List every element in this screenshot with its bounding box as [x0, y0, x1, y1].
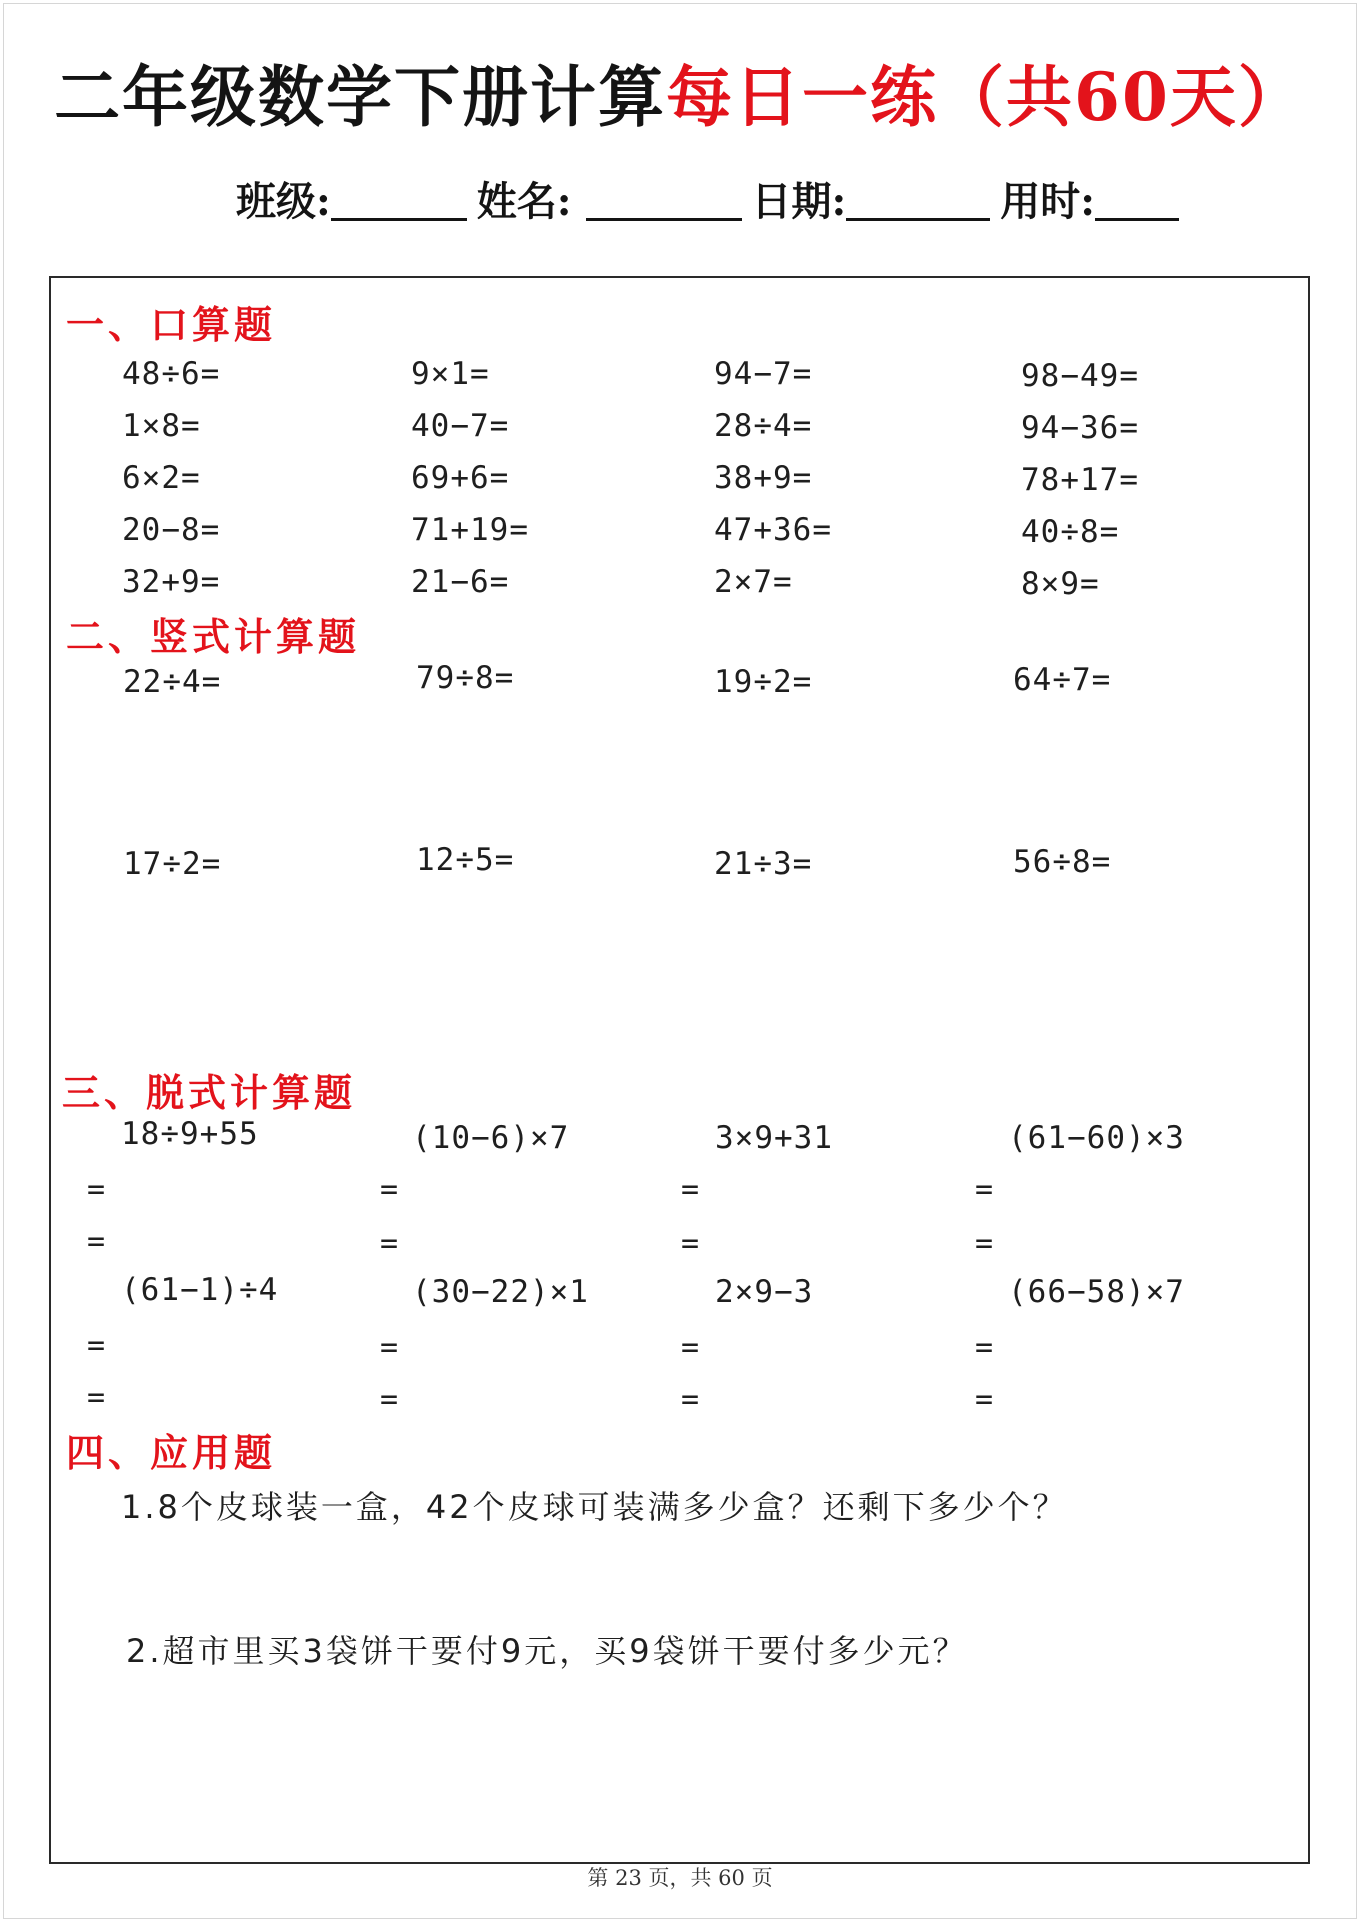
equals-sign: =: [975, 1330, 994, 1365]
oral-item: 20−8=: [122, 512, 221, 548]
oral-item: 32+9=: [122, 564, 221, 600]
oral-item: 2×7=: [714, 564, 793, 600]
oral-item: 8×9=: [1021, 566, 1100, 602]
page-footer: 第 23 页，共 60 页: [587, 1866, 773, 1890]
equals-sign: =: [681, 1382, 700, 1417]
oral-item: 40÷8=: [1021, 514, 1120, 550]
stepwise-item: (10−6)×7: [412, 1120, 570, 1156]
equals-sign: =: [380, 1226, 399, 1261]
oral-item: 94−7=: [714, 356, 813, 392]
section-vertical-heading: 二、竖式计算题: [66, 614, 361, 659]
equals-sign: =: [681, 1330, 700, 1365]
vertical-item: 19÷2=: [714, 664, 813, 700]
equals-sign: =: [380, 1330, 399, 1365]
section-oral-heading: 一、口算题: [66, 302, 277, 347]
stepwise-item: 2×9−3: [715, 1274, 814, 1310]
oral-item: 40−7=: [411, 408, 510, 444]
section-stepwise-heading: 三、脱式计算题: [62, 1070, 357, 1115]
oral-item: 38+9=: [714, 460, 813, 496]
vertical-item: 64÷7=: [1013, 662, 1112, 698]
stepwise-item: (61−60)×3: [1008, 1120, 1185, 1156]
oral-item: 48÷6=: [122, 356, 221, 392]
equals-sign: =: [380, 1382, 399, 1417]
oral-item: 9×1=: [411, 356, 490, 392]
vertical-item: 17÷2=: [123, 846, 222, 882]
oral-item: 98−49=: [1021, 358, 1139, 394]
vertical-item: 56÷8=: [1013, 844, 1112, 880]
vertical-item: 22÷4=: [123, 664, 222, 700]
equals-sign: =: [681, 1226, 700, 1261]
stepwise-item: (30−22)×1: [412, 1274, 589, 1310]
equals-sign: =: [87, 1224, 106, 1259]
stepwise-item: 3×9+31: [715, 1120, 833, 1156]
vertical-item: 79÷8=: [416, 660, 515, 696]
oral-item: 47+36=: [714, 512, 832, 548]
oral-item: 69+6=: [411, 460, 510, 496]
section-word-problems-heading: 四、应用题: [66, 1430, 277, 1475]
oral-item: 71+19=: [411, 512, 529, 548]
name-blank[interactable]: [586, 181, 742, 221]
vertical-item: 12÷5=: [416, 842, 515, 878]
title-main: 二年级数学下册计算: [54, 58, 667, 136]
vertical-item: 21÷3=: [714, 846, 813, 882]
title-highlight: 每日一练（共60天）: [666, 58, 1306, 136]
equals-sign: =: [681, 1172, 700, 1207]
time-label: 用时:: [1000, 178, 1096, 225]
equals-sign: =: [975, 1172, 994, 1207]
class-blank[interactable]: [331, 181, 467, 221]
worksheet-title: [0, 52, 1360, 142]
oral-item: 78+17=: [1021, 462, 1139, 498]
equals-sign: =: [975, 1382, 994, 1417]
date-label: 日期:: [751, 178, 847, 225]
name-label: 姓名:: [476, 178, 572, 225]
class-label: 班级:: [236, 178, 331, 225]
oral-item: 94−36=: [1021, 410, 1139, 446]
time-blank[interactable]: [1095, 181, 1179, 221]
student-info-row: [236, 172, 1189, 232]
word-problem-1: 1.8个皮球装一盒，42个皮球可装满多少盒？还剩下多少个？: [121, 1488, 1068, 1526]
oral-item: 1×8=: [122, 408, 201, 444]
equals-sign: =: [87, 1172, 106, 1207]
oral-item: 6×2=: [122, 460, 201, 496]
word-problem-2: 2.超市里买3袋饼干要付9元，买9袋饼干要付多少元？: [126, 1632, 968, 1670]
stepwise-item: 18÷9+55: [121, 1116, 259, 1152]
stepwise-item: (61−1)÷4: [121, 1272, 279, 1308]
equals-sign: =: [380, 1172, 399, 1207]
equals-sign: =: [87, 1380, 106, 1415]
oral-item: 21−6=: [411, 564, 510, 600]
oral-item: 28÷4=: [714, 408, 813, 444]
equals-sign: =: [975, 1226, 994, 1261]
date-blank[interactable]: [846, 181, 990, 221]
stepwise-item: (66−58)×7: [1008, 1274, 1185, 1310]
equals-sign: =: [87, 1328, 106, 1363]
